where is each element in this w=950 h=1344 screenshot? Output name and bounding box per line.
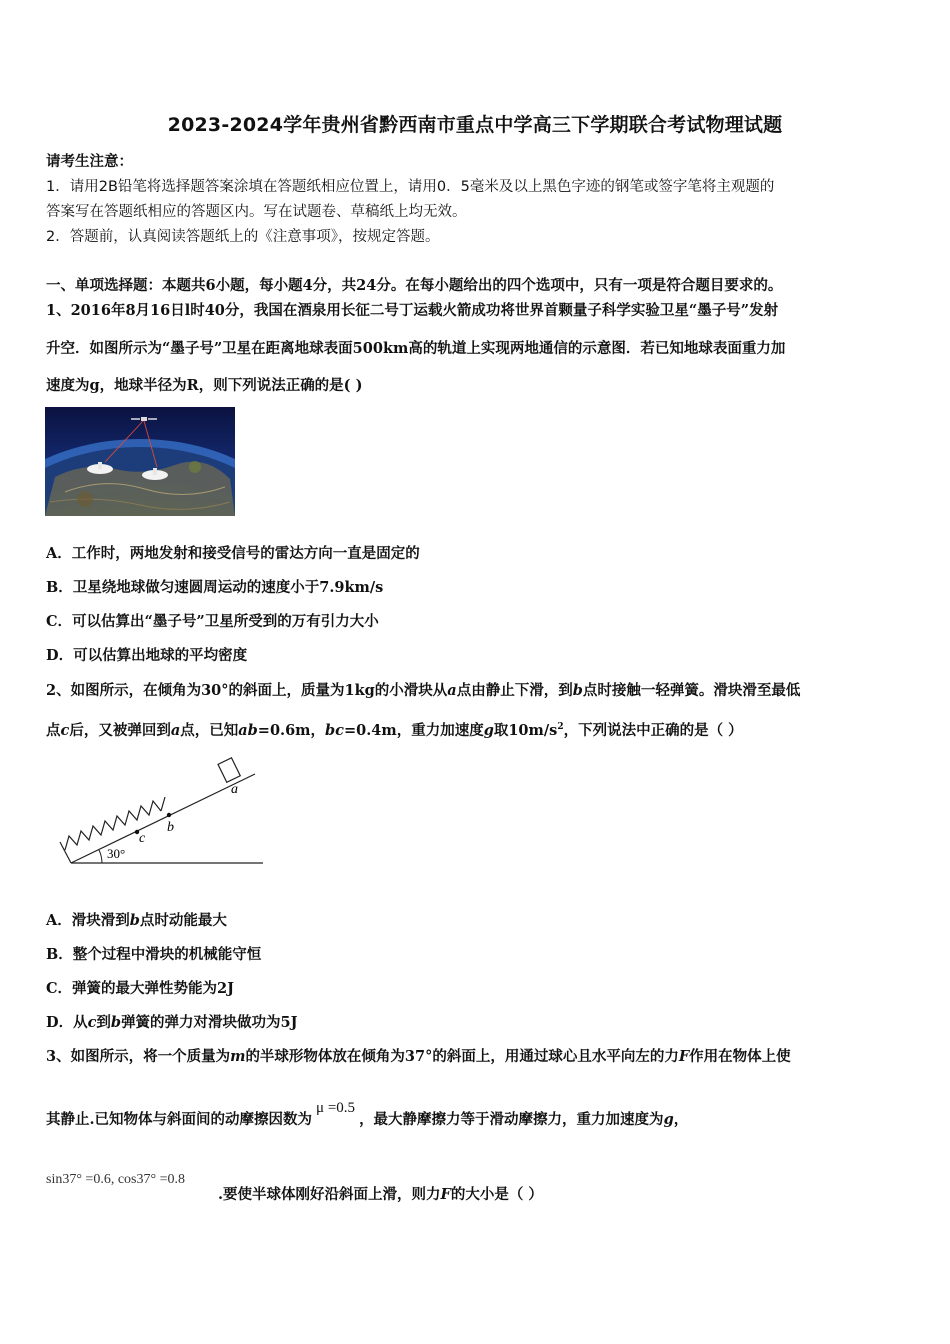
notice-heading: 请考生注意： — [46, 153, 133, 170]
q3-stem-line1: 3、如图所示，将一个质量为m的半球形物体放在倾角为37°的斜面上，用通过球心且水平向左的力F作用在物体上使 — [46, 1048, 791, 1065]
label-a: a — [231, 782, 238, 797]
q1-stem-line1: 1、2016年8月16日l时40分，我国在酒泉用长征二号丁运载火箭成功将世界首颗量子科学实验卫星“墨子号”发射 — [46, 302, 779, 319]
notice-item-2: 2．答题前，认真阅读答题纸上的《注意事项》，按规定答题。 — [46, 229, 440, 245]
q1-option-c: C．可以估算出“墨子号”卫星所受到的万有引力大小 — [46, 613, 379, 630]
trig-formula: sin37° =0.6, cos37° =0.8 — [46, 1172, 185, 1187]
notice-item-1b: 答案写在答题纸相应的答题区内。写在试题卷、草稿纸上均无效。 — [46, 204, 467, 220]
q1-option-d: D．可以估算出地球的平均密度 — [46, 647, 248, 664]
label-c: c — [139, 831, 146, 846]
page-title: 2023-2024学年贵州省黔西南市重点中学高三下学期联合考试物理试题 — [167, 114, 783, 136]
q1-option-b: B．卫星绕地球做匀速圆周运动的速度小于7.9km/s — [46, 579, 384, 596]
q2-option-d: D．从c到b弹簧的弹力对滑块做功为5J — [46, 1014, 298, 1031]
q2-stem-line1: 2、如图所示，在倾角为30°的斜面上，质量为1kg的小滑块从a点由静止下滑，到b点时接触一轻弹簧。滑块滑至最低 — [46, 682, 801, 699]
q3-stem-line2: 其静止.已知物体与斜面间的动摩擦因数为μ =0.5，最大静摩擦力等于滑动摩擦力，重力加速度为g， — [46, 1100, 689, 1128]
slider-block — [218, 758, 240, 783]
q2-stem-line2: 点c后，又被弹回到a点，已知ab=0.6m，bc=0.4m，重力加速度g取$10m/s^2$，下列说法中正确的是（ ） — [46, 721, 743, 739]
mu-formula: μ =0.5 — [316, 1100, 356, 1116]
notice-item-1a: 1．请用2B铅笔将选择题答案涂填在答题纸相应位置上，请用0．5毫米及以上黑色字迹的钢笔或签字笔将主观题的 — [46, 179, 775, 195]
section-heading: 一、单项选择题：本题共6小题，每小题4分，共24分。在每小题给出的四个选项中，只有一项是符合题目要求的。 — [46, 277, 783, 294]
q1-option-a: A．工作时，两地发射和接受信号的雷达方向一直是固定的 — [46, 545, 420, 562]
q2-option-c: C．弹簧的最大弹性势能为2J — [46, 980, 234, 997]
incline-spring-diagram — [55, 750, 270, 870]
q1-stem-line3: 速度为g，地球半径为R，则下列说法正确的是( ) — [46, 377, 363, 394]
q1-stem-line2: 升空．如图所示为“墨子号”卫星在距离地球表面500km高的轨道上实现两地通信的示意图．若已知地球表面重力加 — [46, 340, 786, 357]
q2-option-a: A．滑块滑到b点时动能最大 — [46, 912, 227, 929]
satellite-earth-image — [45, 407, 235, 516]
q2-option-b: B．整个过程中滑块的机械能守恒 — [46, 946, 262, 963]
angle-label: 30° — [107, 846, 126, 861]
label-b: b — [167, 820, 174, 835]
q3-stem-line3: .要使半球体刚好沿斜面上滑，则力F的大小是（ ） — [218, 1186, 543, 1203]
